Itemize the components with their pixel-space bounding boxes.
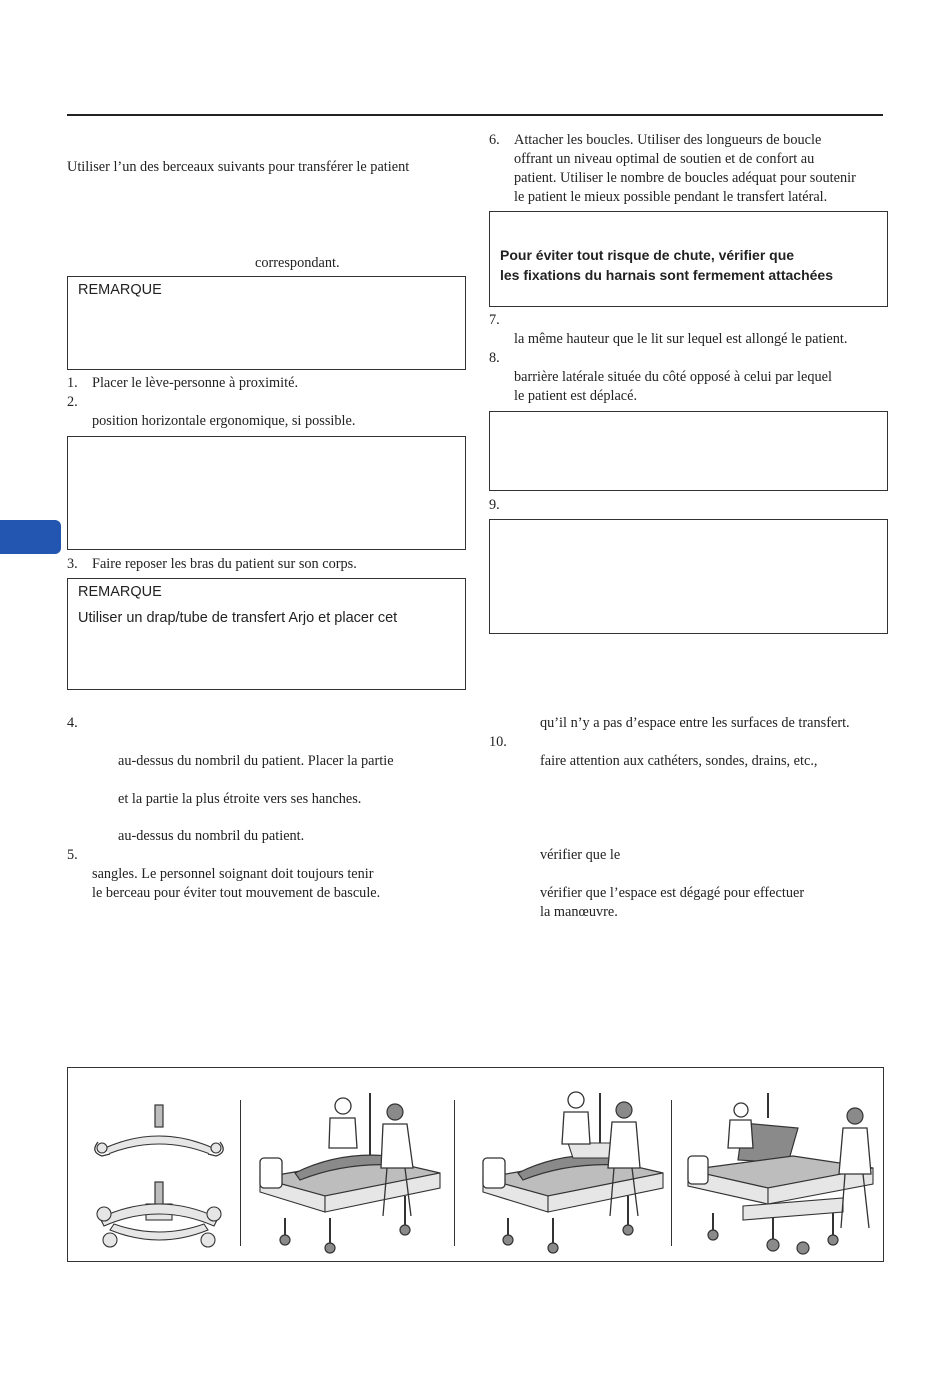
step-number: 3. xyxy=(67,556,78,572)
step-6-line: patient. Utiliser le nombre de boucles adéquat pour soutenir xyxy=(514,170,856,186)
verify-line: la manœuvre. xyxy=(540,904,618,920)
bed-transfer-step-c xyxy=(683,1088,878,1256)
step-5-line: sangles. Le personnel soignant doit toujours tenir xyxy=(92,866,374,882)
step-number: 9. xyxy=(489,497,500,513)
step-4-line: et la partie la plus étroite vers ses hanches. xyxy=(118,791,362,807)
note-title: REMARQUE xyxy=(78,282,162,298)
header-rule xyxy=(67,114,883,116)
bed-transfer-step-a xyxy=(255,1088,445,1256)
verify-line: vérifier que l’espace est dégagé pour effectuer xyxy=(540,885,805,901)
step-2-text: position horizontale ergonomique, si possible. xyxy=(92,413,356,429)
chapter-tab xyxy=(0,520,61,554)
warning-box xyxy=(489,211,888,307)
note-text: Utiliser un drap/tube de transfert Arjo et placer cet xyxy=(78,610,398,626)
illustration-divider xyxy=(240,1100,241,1246)
step-number: 4. xyxy=(67,715,78,731)
bed-transfer-step-b xyxy=(478,1088,668,1256)
step-4-line: au-dessus du nombril du patient. Placer la partie xyxy=(118,753,394,769)
step-1-text: Placer le lève-personne à proximité. xyxy=(92,375,299,391)
gap-text: qu’il n’y a pas d’espace entre les surfaces de transfert. xyxy=(540,715,850,731)
note-box-1 xyxy=(67,276,466,370)
step-3-text: Faire reposer les bras du patient sur son corps. xyxy=(92,556,357,572)
step-number: 2. xyxy=(67,394,78,410)
note-box-2 xyxy=(67,578,466,690)
spreader-bar-icons xyxy=(80,1090,235,1255)
warning-line: Pour éviter tout risque de chute, vérifier que xyxy=(500,247,795,263)
step-number: 6. xyxy=(489,132,500,148)
illustration-divider xyxy=(454,1100,455,1246)
step-6-line: offrant un niveau optimal de soutien et de confort au xyxy=(514,151,815,167)
step-10-line: faire attention aux cathéters, sondes, drains, etc., xyxy=(540,753,818,769)
caution-box-3 xyxy=(489,519,888,634)
step-6-line: le patient le mieux possible pendant le transfert latéral. xyxy=(514,189,828,205)
step-number: 1. xyxy=(67,375,78,391)
step-number: 7. xyxy=(489,312,500,328)
step-number: 8. xyxy=(489,350,500,366)
step-6-line: Attacher les boucles. Utiliser des longueurs de boucle xyxy=(514,132,822,148)
step-number: 5. xyxy=(67,847,78,863)
caution-box-1 xyxy=(67,436,466,550)
step-7-text: la même hauteur que le lit sur lequel est allongé le patient. xyxy=(514,331,848,347)
warning-line: les fixations du harnais sont fermement attachées xyxy=(500,267,833,283)
step-4-line: au-dessus du nombril du patient. xyxy=(118,828,305,844)
verify-line: vérifier que le xyxy=(540,847,621,863)
correspondant-text: correspondant. xyxy=(255,255,340,271)
step-number: 10. xyxy=(489,734,507,750)
step-8-line: le patient est déplacé. xyxy=(514,388,638,404)
note-title: REMARQUE xyxy=(78,584,162,600)
caution-box-2 xyxy=(489,411,888,491)
intro-text: Utiliser l’un des berceaux suivants pour transférer le patient xyxy=(67,159,410,175)
illustration-divider xyxy=(671,1100,672,1246)
step-8-line: barrière latérale située du côté opposé à celui par lequel xyxy=(514,369,832,385)
step-5-line: le berceau pour éviter tout mouvement de bascule. xyxy=(92,885,381,901)
